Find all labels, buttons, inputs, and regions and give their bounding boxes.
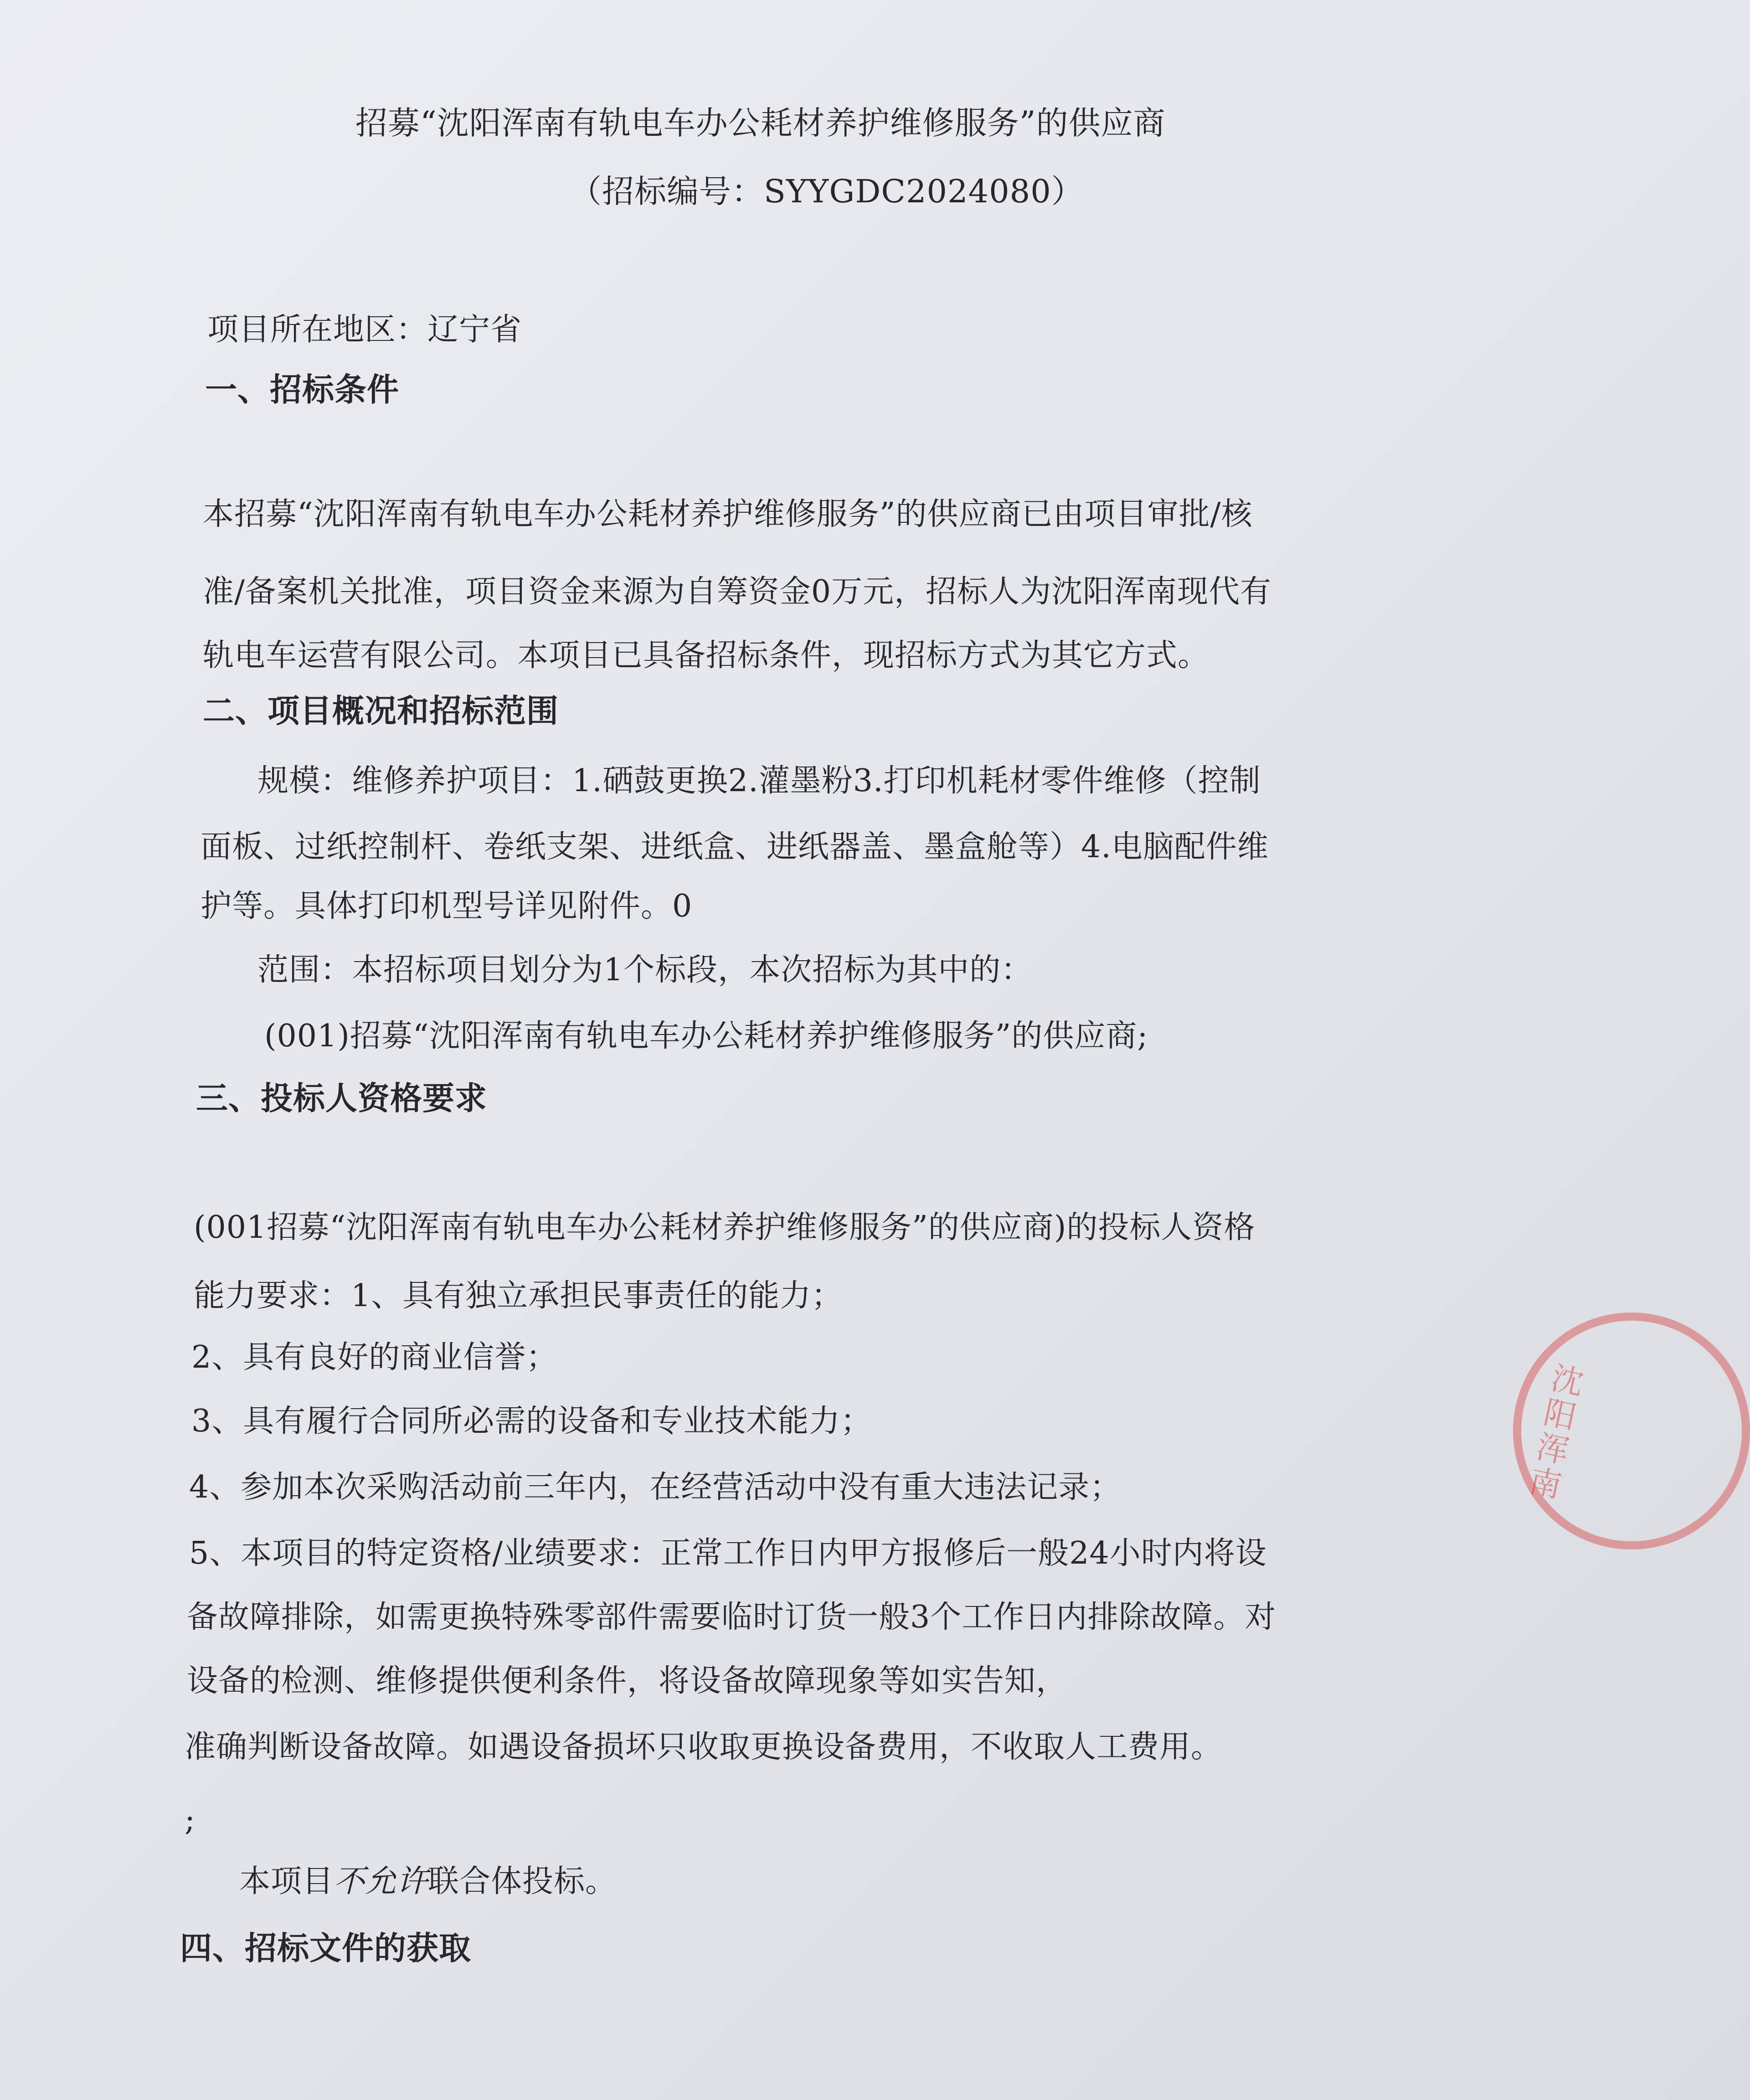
section-2-line: 规模：维修养护项目：1.硒鼓更换2.灌墨粉3.打印机耗材零件维修（控制 (257, 763, 1261, 799)
stamp-text: 沈阳浑南 (1526, 1359, 1587, 1505)
section-3-line: 5、本项目的特定资格/业绩要求：正常工作日内甲方报修后一般24小时内将设 (189, 1535, 1267, 1571)
section-4-heading: 四、招标文件的获取 (180, 1930, 471, 1967)
consortium-prefix: 本项目 (239, 1863, 334, 1899)
section-3-line: 2、具有良好的商业信誉； (191, 1339, 558, 1375)
section-2-line: (001)招募“沈阳浑南有轨电车办公耗材养护维修服务”的供应商; (264, 1018, 1148, 1054)
tender-number: （招标编号：SYYGDC2024080） (570, 173, 1084, 210)
section-2-heading: 二、项目概况和招标范围 (203, 692, 559, 730)
section-3-line: ; (185, 1802, 196, 1838)
section-1-heading: 一、招标条件 (205, 371, 399, 408)
section-3-heading: 三、投标人资格要求 (196, 1080, 487, 1117)
section-1-line: 轨电车运营有限公司。本项目已具备招标条件，现招标方式为其它方式。 (203, 638, 1210, 674)
section-3-line: 设备的检测、维修提供便利条件，将设备故障现象等如实告知， (187, 1663, 1068, 1699)
section-1-line: 准/备案机关批准，项目资金来源为自筹资金0万元，招标人为沈阳浑南现代有 (203, 574, 1272, 610)
section-3-line: 能力要求：1、具有独立承担民事责任的能力； (194, 1278, 843, 1314)
section-3-line: 3、具有履行合同所必需的设备和专业技术能力； (191, 1403, 872, 1439)
section-3-line: 备故障排除，如需更换特殊零部件需要临时订货一般3个工作日内排除故障。对 (187, 1599, 1276, 1635)
section-2-line: 面板、过纸控制杆、卷纸支架、进纸盒、进纸器盖、墨盒舱等）4.电脑配件维 (201, 829, 1269, 865)
section-3-line: (001招募“沈阳浑南有轨电车办公耗材养护维修服务”的供应商)的投标人资格 (194, 1210, 1256, 1246)
document-title: 招募“沈阳浑南有轨电车办公耗材养护维修服务”的供应商 (355, 104, 1166, 142)
section-3-line: 准确判断设备故障。如遇设备损坏只收取更换设备费用，不收取人工费用。 (185, 1729, 1223, 1765)
consortium-handwritten: 不允许 (334, 1863, 428, 1899)
section-3-line: 4、参加本次采购活动前三年内，在经营活动中没有重大违法记录； (189, 1469, 1122, 1505)
consortium-suffix: 联合体投标。 (428, 1863, 617, 1899)
consortium-statement (239, 1863, 617, 1899)
project-region: 项目所在地区：辽宁省 (207, 312, 522, 348)
section-2-line: 护等。具体打印机型号详见附件。0 (201, 888, 693, 924)
section-1-line: 本招募“沈阳浑南有轨电车办公耗材养护维修服务”的供应商已由项目审批/核 (203, 496, 1253, 532)
section-2-line: 范围：本招标项目划分为1个标段，本次招标为其中的： (257, 952, 1033, 988)
